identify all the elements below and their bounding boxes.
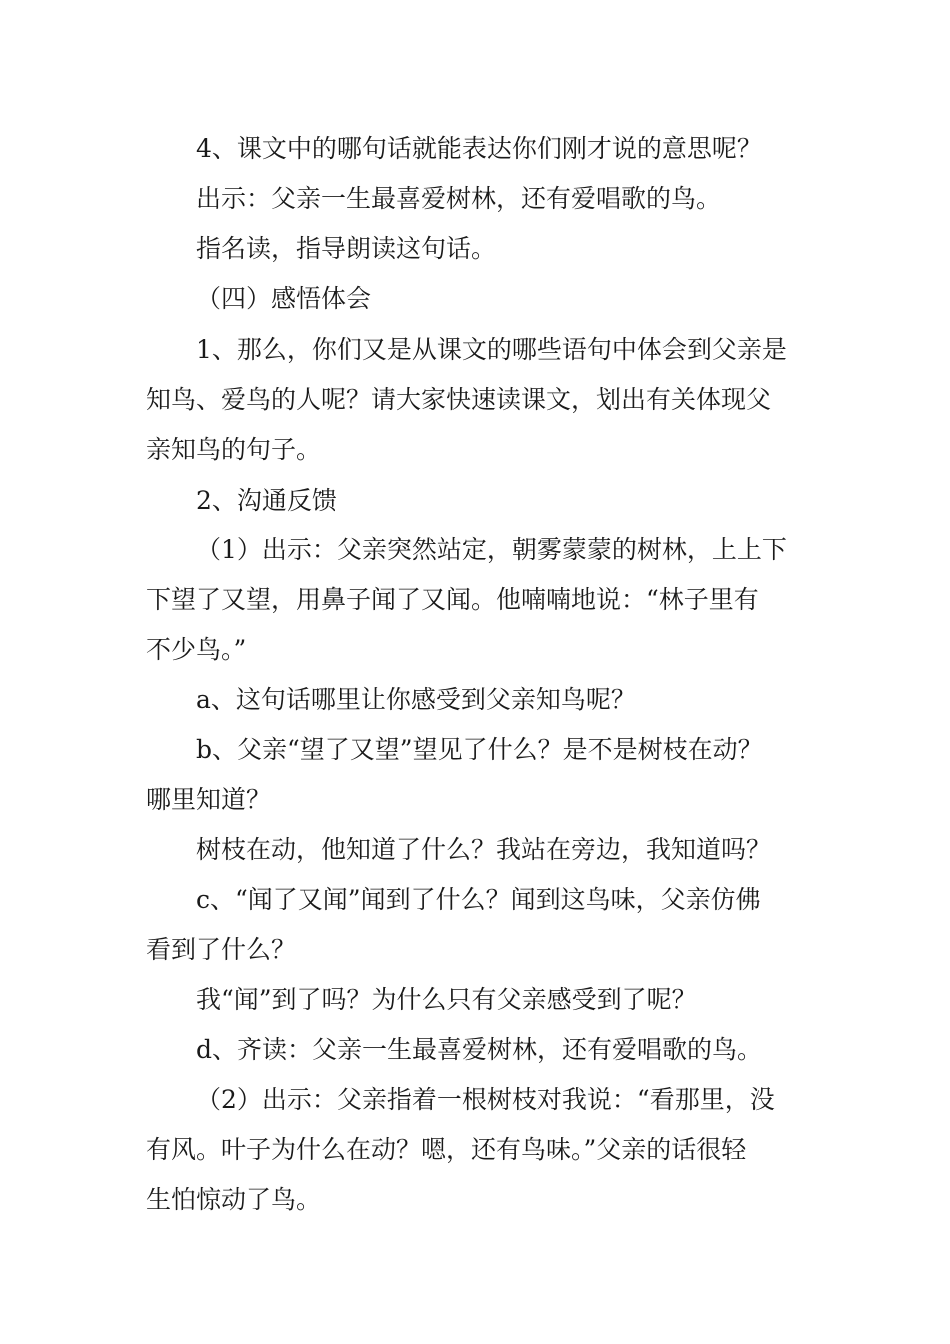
text-line: （1）出示：父亲突然站定，朝雾蒙蒙的树林，上上下 [196, 535, 787, 564]
text-line: 不少鸟。” [146, 635, 247, 664]
text-line: c、“闻了又闻”闻到了什么？闻到这鸟味，父亲仿佛 [196, 885, 761, 914]
text-line: 下望了又望，用鼻子闻了又闻。他喃喃地说：“林子里有 [146, 585, 759, 614]
text-line: 出示：父亲一生最喜爱树林，还有爱唱歌的鸟。 [196, 184, 722, 213]
text-line: 指名读，指导朗读这句话。 [196, 234, 497, 263]
section-heading: （四）感悟体会 [196, 284, 372, 313]
text-line: a、这句话哪里让你感受到父亲知鸟呢？ [196, 685, 636, 714]
text-line: （2）出示：父亲指着一根树枝对我说：“看那里，没 [196, 1085, 775, 1114]
text-line: 我“闻”到了吗？为什么只有父亲感受到了呢？ [196, 985, 697, 1014]
text-line: 有风。叶子为什么在动？嗯，还有鸟味。”父亲的话很轻 [146, 1135, 747, 1164]
text-line: 知鸟、爱鸟的人呢？请大家快速读课文，划出有关体现父 [146, 385, 772, 414]
text-line: 哪里知道？ [146, 785, 272, 814]
text-line: 看到了什么？ [146, 935, 297, 964]
text-line: 树枝在动，他知道了什么？我站在旁边，我知道吗？ [196, 835, 772, 864]
text-line: 生怕惊动了鸟。 [146, 1185, 322, 1214]
text-line: b、父亲“望了又望”望见了什么？是不是树枝在动？ [196, 735, 763, 764]
text-line: d、齐读：父亲一生最喜爱树林，还有爱唱歌的鸟。 [196, 1035, 763, 1064]
text-line: 4、课文中的哪句话就能表达你们刚才说的意思呢？ [196, 134, 762, 163]
text-line: 亲知鸟的句子。 [146, 435, 322, 464]
text-line: 1、那么，你们又是从课文的哪些语句中体会到父亲是 [196, 335, 787, 364]
text-line: 2、沟通反馈 [196, 486, 337, 515]
